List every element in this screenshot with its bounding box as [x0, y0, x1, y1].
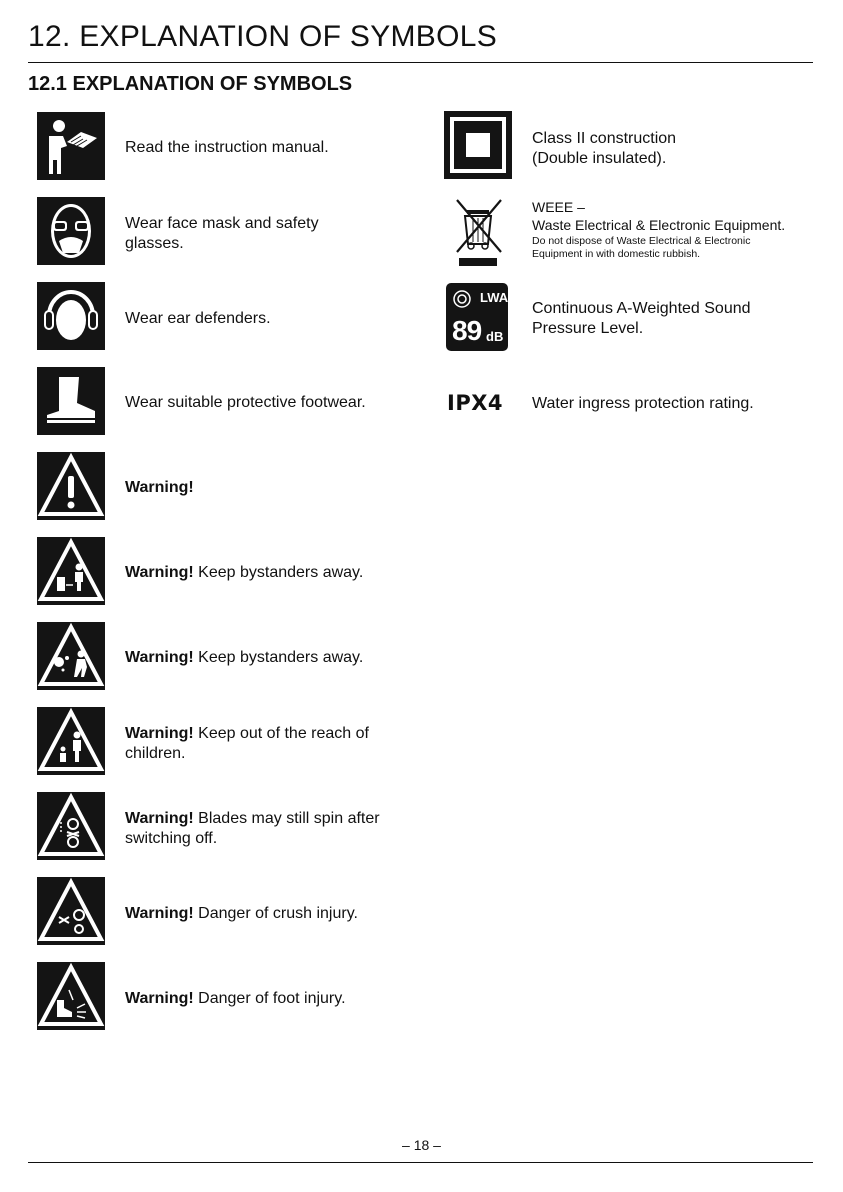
class-2-text: Class II construction (Double insulated).	[532, 130, 677, 167]
sound-text: Continuous A-Weighted Sound Pressure Level.	[532, 300, 751, 337]
warning-blades-spin-icon	[37, 792, 105, 860]
symbol-text-4: Wear suitable protective footwear.	[125, 394, 366, 411]
footer-divider	[28, 1162, 813, 1163]
badge-unit: dB	[486, 329, 504, 344]
page-number: – 18 –	[402, 1137, 441, 1153]
weee-bin-icon	[447, 196, 509, 268]
section-title: 12.1 EXPLANATION OF SYMBOLS	[28, 73, 353, 95]
symbol-text-1: Read the instruction manual.	[125, 139, 329, 156]
symbol-text-2: Wear face mask and safety glasses.	[125, 215, 319, 252]
warning-children-icon	[37, 707, 105, 775]
symbol-text-7: Warning! Keep bystanders away.	[125, 649, 364, 666]
warning-crush-icon	[37, 877, 105, 945]
symbol-text-11: Warning! Danger of foot injury.	[125, 990, 346, 1007]
title-divider	[28, 62, 813, 63]
ear-defenders-icon	[37, 282, 105, 350]
symbol-text-3: Wear ear defenders.	[125, 310, 271, 327]
ear-sound-icon	[452, 289, 472, 309]
sound-level-badge	[446, 283, 508, 351]
chapter-title: 12. EXPLANATION OF SYMBOLS	[28, 20, 498, 53]
badge-label: LWA	[480, 290, 509, 305]
face-mask-glasses-icon	[37, 197, 105, 265]
symbol-text-9: Warning! Blades may still spin after switching off.	[125, 810, 380, 847]
symbol-text-6: Warning! Keep bystanders away.	[125, 564, 364, 581]
symbol-text-5: Warning!	[125, 479, 194, 496]
ipx4-label: IPX4	[447, 391, 504, 415]
protective-footwear-icon	[37, 367, 105, 435]
symbol-text-10: Warning! Danger of crush injury.	[125, 905, 358, 922]
warning-exclamation-icon	[37, 452, 105, 520]
ipx4-text: Water ingress protection rating.	[532, 395, 754, 412]
badge-value: 89	[452, 315, 482, 346]
read-manual-icon	[37, 112, 105, 180]
warning-foot-icon	[37, 962, 105, 1030]
symbol-text-8: Warning! Keep out of the reach of children.	[125, 725, 369, 762]
weee-text: WEEE – Waste Electrical & Electronic Equipment. Do not dispose of Waste Electrical & Electronic Equipment in with domestic rubbish.	[532, 199, 786, 260]
class-2-construction-icon	[444, 111, 512, 179]
warning-bystanders-icon	[37, 537, 105, 605]
warning-bystanders-debris-icon	[37, 622, 105, 690]
